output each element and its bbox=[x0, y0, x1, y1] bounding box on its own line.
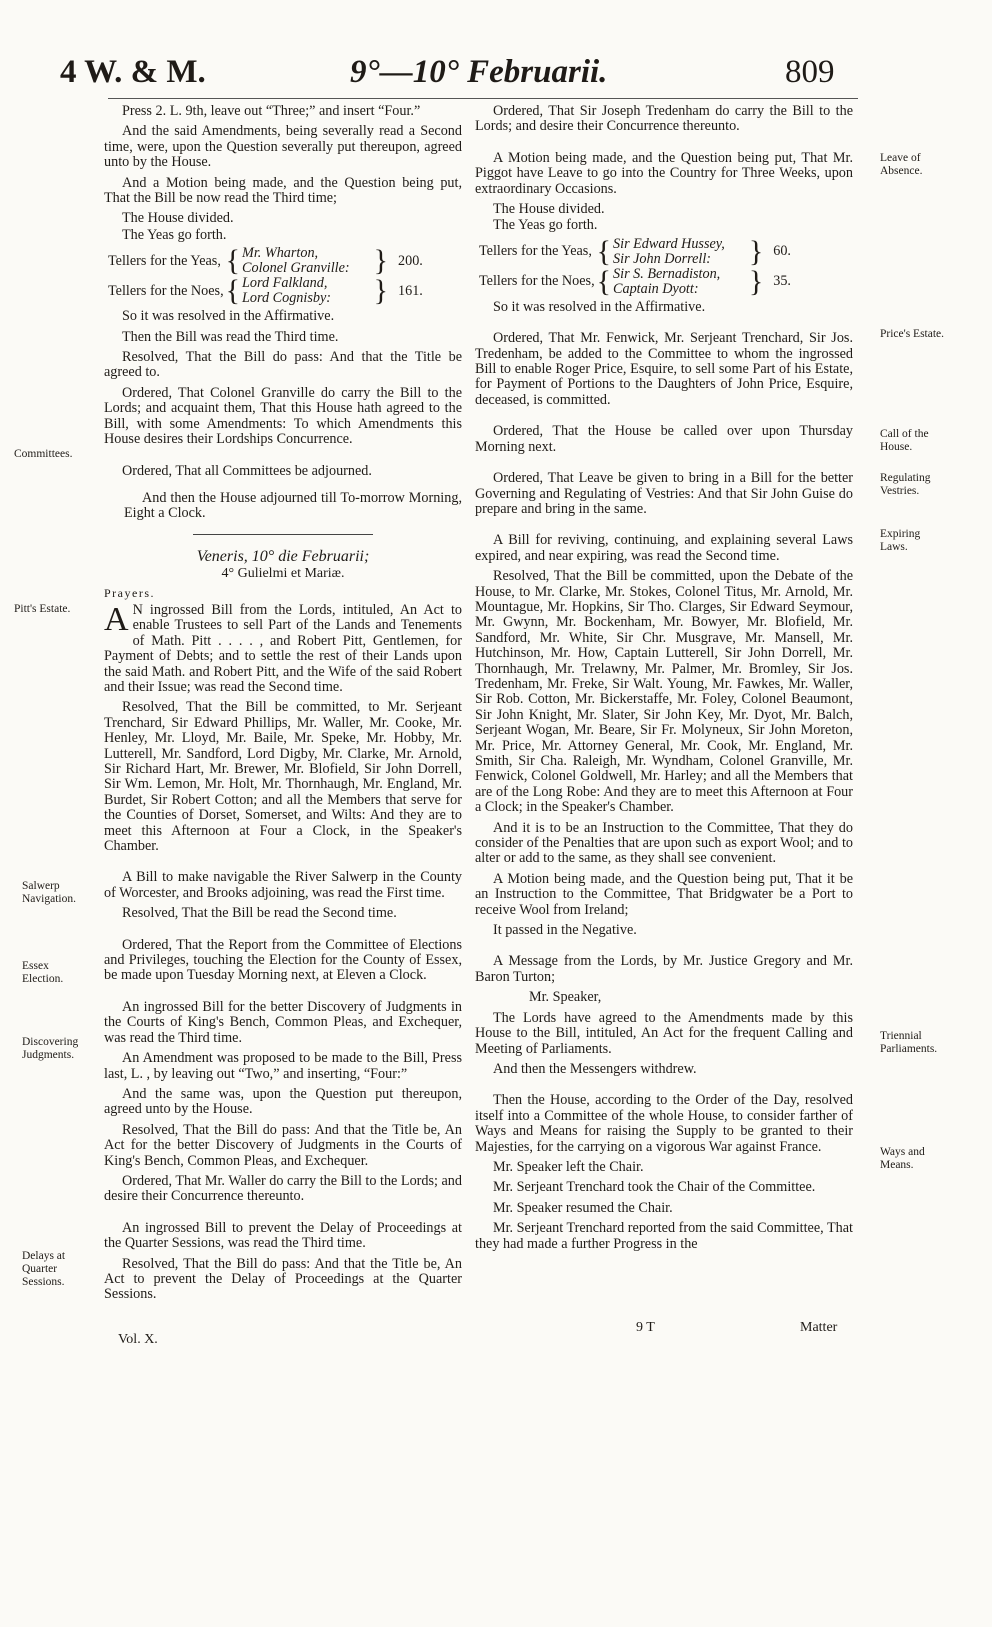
vote-count: 200. bbox=[398, 252, 423, 269]
volume-mark: Vol. X. bbox=[118, 1332, 158, 1347]
paragraph: It passed in the Negative. bbox=[493, 922, 637, 939]
paragraph: Mr. Speaker resumed the Chair. bbox=[493, 1199, 673, 1216]
paragraph: A Message from the Lords, by Mr. Justice Gregory and Mr. Baron Turton; bbox=[475, 953, 853, 985]
paragraph: And it is to be an Instruction to the Committee, That they do consider of the Penalties that are upon such as export Wool; and to alter or add to the same, as they shall see convenient. bbox=[475, 819, 853, 867]
margin-note-price: Price's Estate. bbox=[880, 328, 945, 340]
margin-note-triennial: Triennial Parliaments. bbox=[880, 1030, 938, 1055]
paragraph: Ordered, That Leave be given to bring in a Bill for the better Governing and Regulating of Vestries: And that Sir John Guise do prepare and bring in the same. bbox=[475, 470, 853, 517]
teller-name: Sir Edward Hussey, bbox=[613, 235, 725, 252]
paragraph: And then the Messengers withdrew. bbox=[493, 1060, 697, 1077]
paragraph: Mr. Speaker, bbox=[529, 989, 602, 1006]
paragraph: An ingrossed Bill to prevent the Delay of Proceedings at the Quarter Sessions, was read the Third time. bbox=[104, 1219, 462, 1252]
vote-count: 60. bbox=[773, 243, 791, 260]
margin-note-pitts-estate: Pitt's Estate. bbox=[14, 603, 71, 615]
paragraph: A Motion being made, and the Question being put, That Mr. Piggot have Leave to go into the Country for Three Weeks, upon extraordinary Occasions. bbox=[475, 149, 853, 197]
signature-mark: 9 T bbox=[636, 1320, 655, 1335]
margin-note-call: Call of the House. bbox=[880, 428, 929, 453]
paragraph: Resolved, That the Bill do pass: And that the Title be, An Act to prevent the Delay of Proceedings at the Quarter Sessions. bbox=[104, 1255, 462, 1303]
paragraph: So it was resolved in the Affirmative. bbox=[493, 298, 706, 315]
paragraph: Press 2. L. 9th, leave out “Three;” and insert “Four.” bbox=[122, 103, 421, 119]
paragraph: Resolved, That the Bill be committed, to Mr. Serjeant Trenchard, Sir Edward Phillips, Mr. Waller, Mr. Cooke, Mr. Henley, Mr. Lloyd, Mr. Baile, Mr. Speke, Mr. Hobby, Mr. Lutterell, Mr. Sandford, Lord Digby, Mr. Clarke, Mr. Arnold, Sir Richard Hart, Mr. Brewer, Mr. Blofield, Sir John Dorrell, Sir Wm. Lemon, Mr. Holt, Mr. Thornhaugh, Mr. England, Mr. Burdet, Sir Robert Cotton; and all the Members that serve for the Counties of Dorset, Somerset, and Wilts: And they are to meet this Afternoon at Four a Clock, in the Speaker's Chamber. bbox=[104, 699, 462, 855]
paragraph: The Yeas go forth. bbox=[122, 226, 227, 243]
paragraph: A Bill for reviving, continuing, and explaining several Laws expired, and near expiring, was read the Second time. bbox=[475, 532, 853, 564]
vote-count: 161. bbox=[398, 282, 423, 299]
brace: } bbox=[748, 234, 764, 268]
paragraph: And then the House adjourned till To-morrow Morning, Eight a Clock. bbox=[124, 489, 462, 522]
tellers-table bbox=[108, 246, 423, 306]
margin-note-discovering: Discovering Judgments. bbox=[22, 1036, 79, 1061]
tellers-label: Tellers for the Noes, bbox=[108, 282, 224, 299]
paragraph: Then the House, according to the Order of the Day, resolved itself into a Committee of the whole House, to consider farther of Ways and Means for raising the Supply to be granted to their Majesties, for the carrying on a vigorous War against France. bbox=[475, 1092, 853, 1155]
catchword: Matter bbox=[800, 1320, 838, 1335]
paragraph: A Bill to make navigable the River Salwerp in the County of Worcester, and Brooks adjoining, was read the First time. bbox=[104, 869, 462, 901]
brace: } bbox=[373, 244, 389, 278]
header-date: 9°—10° Februarii. bbox=[350, 54, 608, 90]
paragraph: Resolved, That the Bill be read the Second time. bbox=[122, 905, 397, 922]
page-header bbox=[0, 54, 992, 102]
paragraph: The House divided. bbox=[493, 201, 605, 218]
teller-name: Captain Dyott: bbox=[613, 280, 699, 297]
paragraph: Ordered, That Mr. Waller do carry the Bill to the Lords; and desire their Concurrence thereunto. bbox=[104, 1172, 462, 1205]
paragraph: Mr. Speaker left the Chair. bbox=[493, 1158, 644, 1175]
paragraph: Ordered, That Mr. Fenwick, Mr. Serjeant Trenchard, Sir Jos. Tredenham, be added to the Committee to whom the ingrossed Bill to enable Roger Price, Esquire, to sell some Part of his Estate, for Payment of Portions to the Daughters of John Price, Esquire, deceased, is committed. bbox=[475, 330, 853, 408]
paragraph: The House divided. bbox=[122, 210, 234, 227]
teller-name: Sir S. Bernadiston, bbox=[613, 265, 721, 282]
paragraph: An Amendment was proposed to be made to the Bill, Press last, L. , by leaving out “Two,” and inserting, “Four:” bbox=[104, 1050, 462, 1082]
paragraph: Resolved, That the Bill do pass: And that the Title be, An Act for the better Discovery of Judgments in the Courts of King's Bench, Common Pleas, and Exchequer. bbox=[104, 1121, 462, 1169]
paragraph: And the said Amendments, being severally read a Second time, were, upon the Question severally put thereupon, agreed unto by the House. bbox=[104, 123, 462, 171]
paragraph: The Yeas go forth. bbox=[493, 217, 598, 234]
paragraph: Ordered, That the House be called over upon Thursday Morning next. bbox=[475, 423, 853, 455]
margin-note-essex: Essex Election. bbox=[22, 960, 64, 985]
paragraph: And a Motion being made, and the Question being put, That the Bill be now read the Third time; bbox=[104, 174, 462, 207]
paragraph: And the same was, upon the Question put thereupon, agreed unto by the House. bbox=[104, 1085, 462, 1118]
paragraph: Ordered, That all Committees be adjourned. bbox=[122, 462, 372, 479]
brace: } bbox=[748, 264, 764, 298]
paragraph: Ordered, That the Report from the Committee of Elections and Privileges, touching the Election for the County of Essex, be made upon Tuesday Morning next, at Eleven a Clock. bbox=[104, 936, 462, 984]
tellers-table bbox=[479, 234, 791, 298]
left-column bbox=[104, 104, 462, 1308]
sitting-date: Veneris, 10° die Februarii; bbox=[196, 547, 370, 565]
margin-note-regulating: Regulating Vestries. bbox=[880, 472, 931, 497]
brace: { bbox=[596, 264, 612, 298]
teller-name: Lord Cognisby: bbox=[242, 290, 331, 307]
header-rule bbox=[108, 98, 858, 99]
margin-note-committees: Committees. bbox=[14, 448, 73, 460]
prayers-heading: Prayers. bbox=[104, 585, 155, 600]
brace: { bbox=[596, 234, 612, 268]
tellers-label: Tellers for the Noes, bbox=[479, 273, 595, 290]
paragraph: So it was resolved in the Affirmative. bbox=[122, 308, 335, 325]
margin-note-salwerp: Salwerp Navigation. bbox=[22, 880, 76, 905]
teller-name: Sir John Dorrell: bbox=[613, 250, 712, 267]
paragraph: Ordered, That Sir Joseph Tredenham do carry the Bill to the Lords; and desire their Concurrence thereunto. bbox=[475, 103, 853, 135]
tellers-label: Tellers for the Yeas, bbox=[108, 252, 221, 269]
tellers-label: Tellers for the Yeas, bbox=[479, 243, 592, 260]
paragraph: Ordered, That Colonel Granville do carry the Bill to the Lords; and acquaint them, That this House hath agreed to the Bill, with some Amendments: To which Amendments this House desires their Lordships Concurrence. bbox=[104, 384, 462, 448]
margin-note-leave: Leave of Absence. bbox=[880, 152, 923, 177]
teller-name: Lord Falkland, bbox=[242, 275, 328, 292]
margin-note-expiring: Expiring Laws. bbox=[880, 528, 921, 553]
paragraph-text: N ingrossed Bill from the Lords, intituled, An Act to enable Trustees to sell Part of the Lands and Tenements of Math. Pitt . . . . , and Robert Pitt, Gentlemen, for Payment of Debts; and to settle the rest of their Lands upon the said Math. and Robert Pitt, and the Wife of the said Robert and their Issue; was read the Second time. bbox=[104, 601, 462, 695]
paragraph: A Motion being made, and the Question being put, That it be an Instruction to the Committee, That Bridgwater be a Port to receive Wool from Ireland; bbox=[475, 870, 853, 918]
paragraph: Mr. Serjeant Trenchard reported from the said Committee, That they had made a further Progress in the bbox=[475, 1220, 853, 1252]
paragraph: An ingrossed Bill for the better Discovery of Judgments in the Courts of King's Bench, Common Pleas, and Exchequer, was read the Third time. bbox=[104, 998, 462, 1046]
regnal-year: 4 W. & M. bbox=[60, 54, 206, 90]
paragraph bbox=[104, 600, 462, 695]
margin-note-ways: Ways and Means. bbox=[880, 1146, 925, 1171]
brace: { bbox=[225, 274, 241, 308]
teller-name: Colonel Granville: bbox=[242, 260, 350, 277]
page-number: 809 bbox=[785, 54, 835, 90]
paragraph: Mr. Serjeant Trenchard took the Chair of the Committee. bbox=[493, 1179, 816, 1196]
vote-count: 35. bbox=[773, 273, 791, 290]
teller-name: Mr. Wharton, bbox=[242, 245, 319, 262]
brace: } bbox=[373, 274, 389, 308]
section-rule bbox=[193, 534, 373, 535]
drop-cap: A bbox=[104, 600, 129, 638]
paragraph: Resolved, That the Bill be committed, upon the Debate of the House, to Mr. Clarke, Mr. Stokes, Colonel Titus, Mr. Arnold, Mr. Mountague, Mr. Hopkins, Sir Tho. Clarges, Sir Edward Seymour, Mr. Gwynn, Mr. Bockenham, Mr. Bowyer, Mr. Blofield, Mr. Sandford, Mr. White, Sir Chr. Musgrave, Mr. Mansell, Mr. Hutchinson, Mr. How, Captain Lutterell, Sir John Dorrell, Mr. Thornhaugh, Mr. Trelawny, Mr. Palmer, Mr. Bromley, Sir Jos. Tredenham, Mr. Freke, Sir Walt. Young, Mr. Fawkes, Mr. Waller, Sir Rob. Cotton, Mr. Bickerstaffe, Mr. Foley, Colonel Beaumont, Sir John Knight, Mr. Slater, Sir John Key, Mr. Dyot, Mr. Balch, Serjeant Wogan, Mr. Beare, Sir Fr. Molyneux, Sir John Moreton, Mr. Price, Mr. Attorney General, Mr. Cook, Mr. England, Mr. Smith, Sir Cha. Raleigh, Mr. Wyndham, Colonel Granville, Mr. Fenwick, Colonel Goldwell, Mr. Harley; and all the Members that are of the Long Robe: And they are to meet this Afternoon at Four a Clock; in the Speaker's Chamber. bbox=[475, 568, 853, 816]
paragraph: Resolved, That the Bill do pass: And that the Title be agreed to. bbox=[104, 349, 462, 381]
paragraph: Then the Bill was read the Third time. bbox=[122, 328, 339, 345]
brace: { bbox=[225, 244, 241, 278]
regnal-line: 4° Gulielmi et Mariæ. bbox=[221, 566, 345, 582]
margin-note-delays: Delays at Quarter Sessions. bbox=[22, 1250, 66, 1288]
right-column bbox=[475, 104, 853, 1257]
paragraph: The Lords have agreed to the Amendments made by this House to the Bill, intituled, An Act for the frequent Calling and Meeting of Parliaments. bbox=[475, 1009, 853, 1057]
